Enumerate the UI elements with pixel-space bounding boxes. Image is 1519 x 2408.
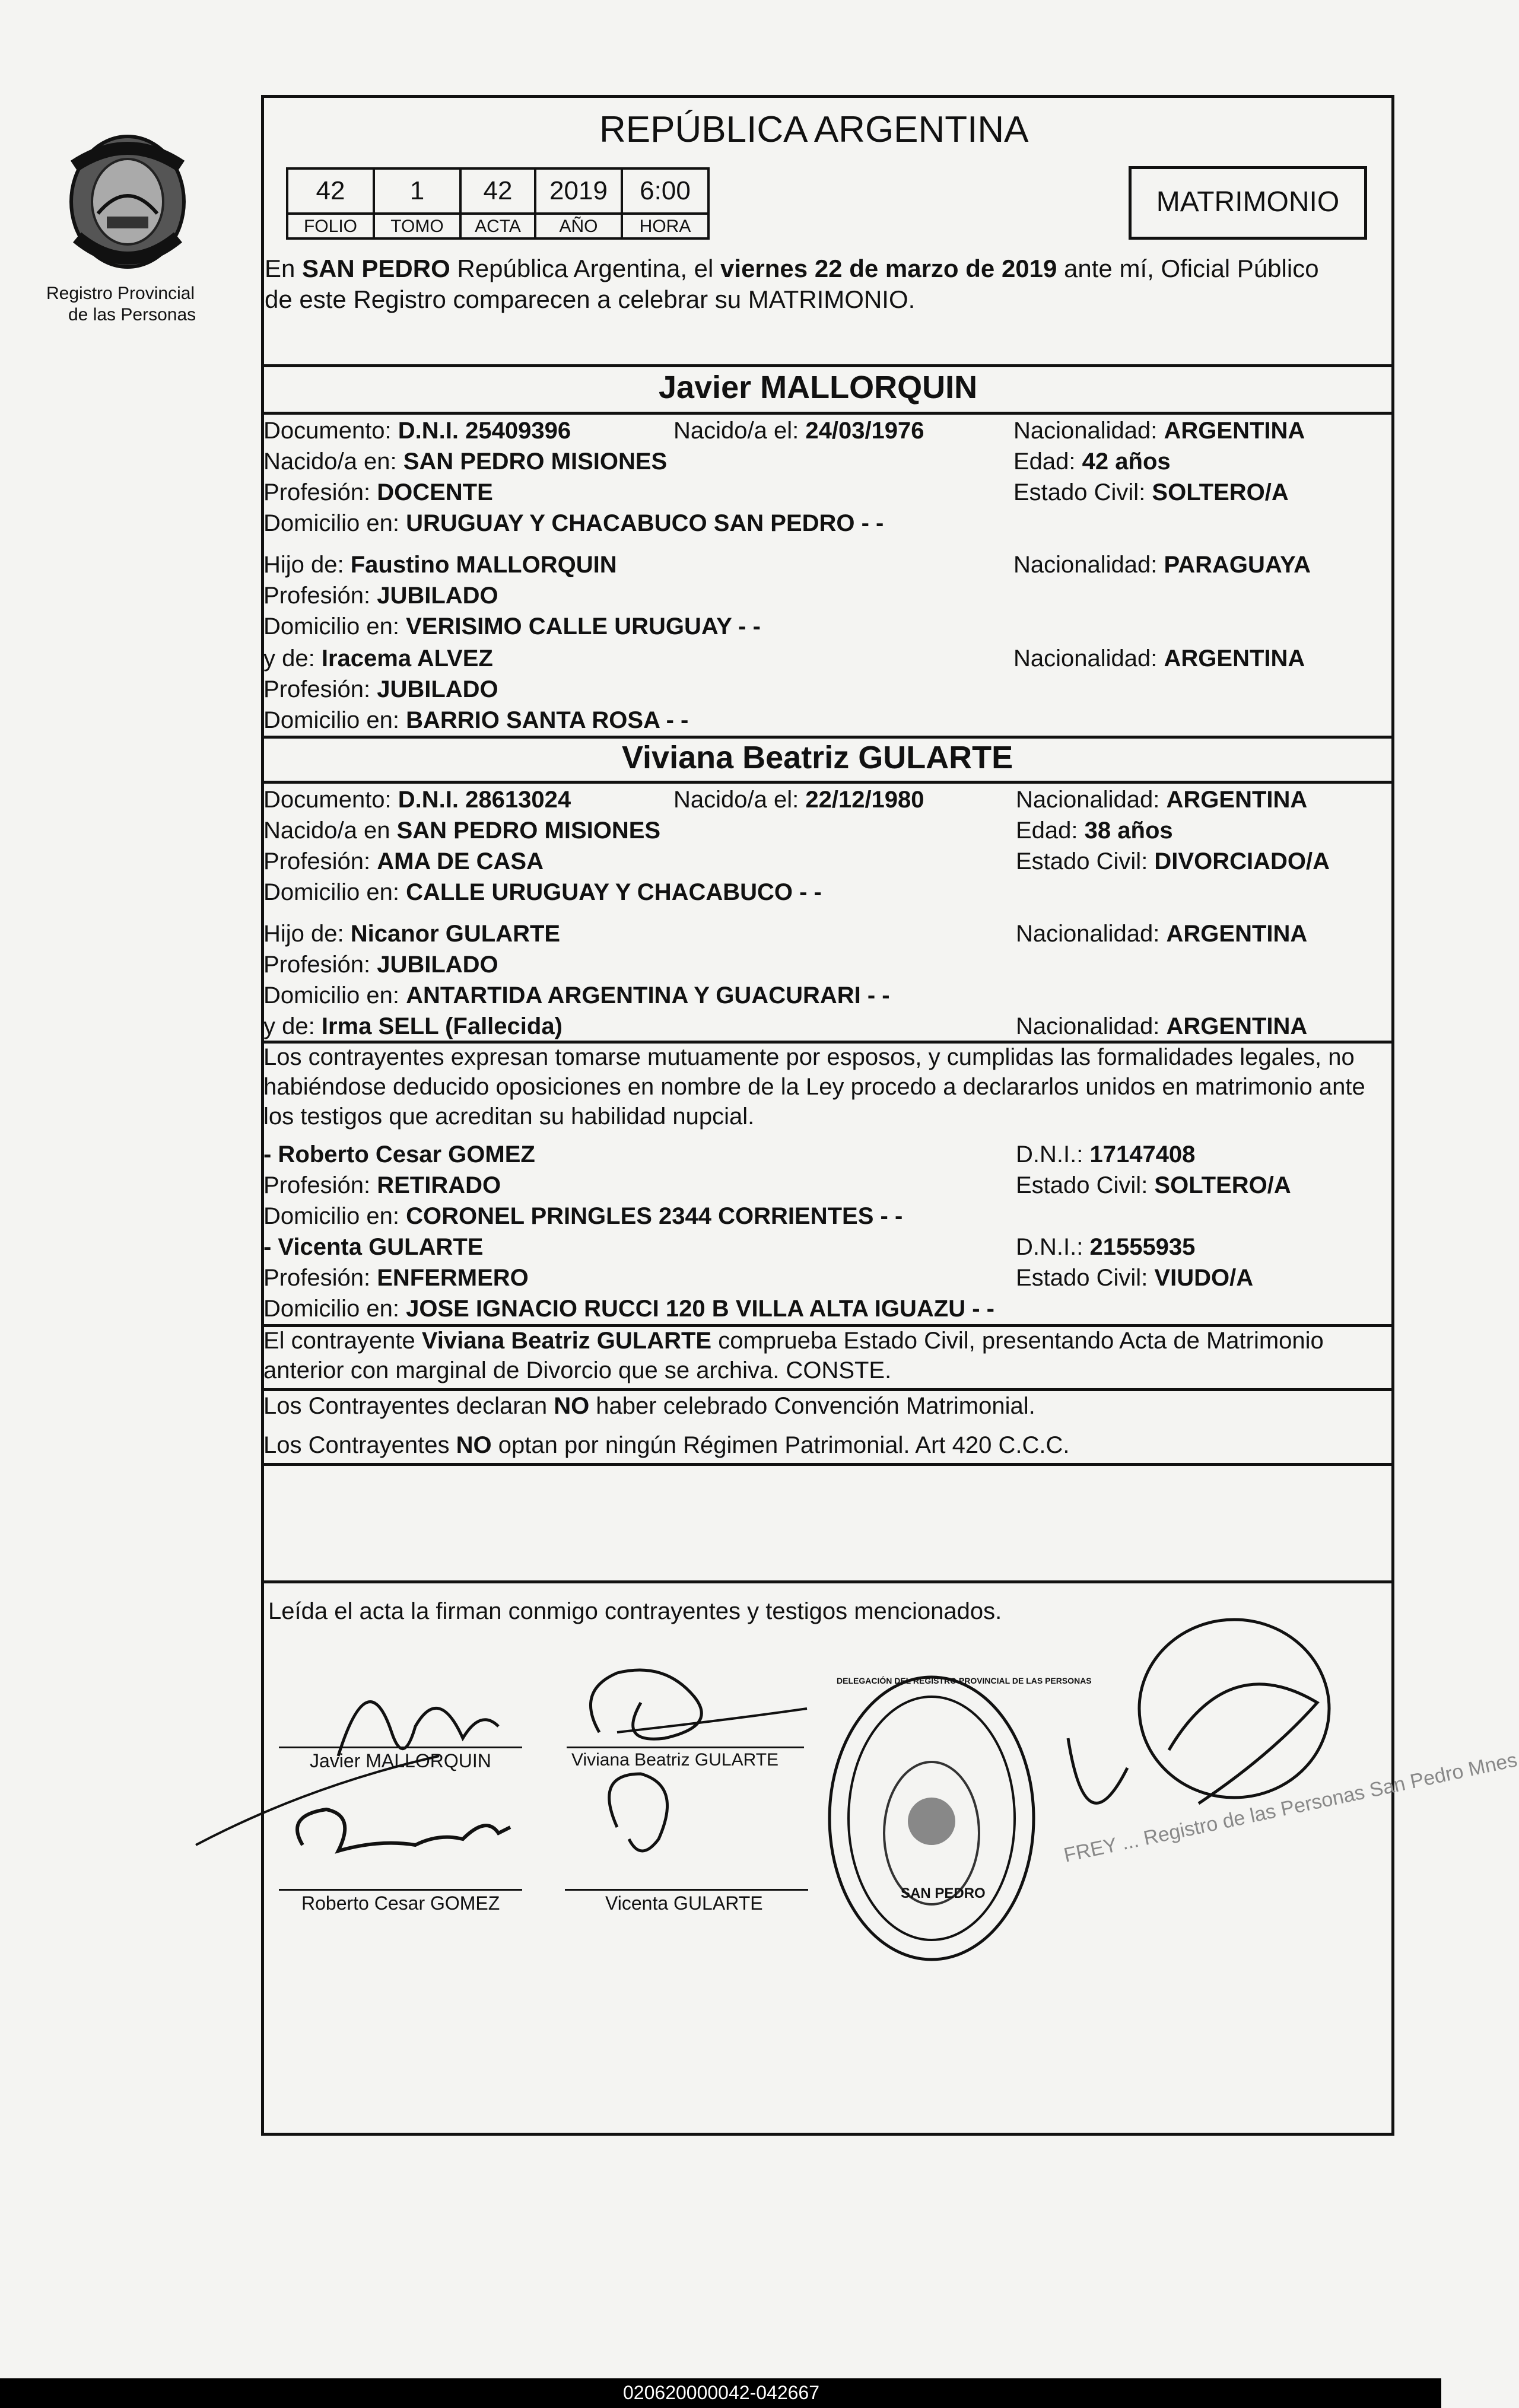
bride-address: Domicilio en: CALLE URUGUAY Y CHACABUCO - - (263, 879, 822, 905)
bride-mother: y de: Irma SELL (Fallecida) (263, 1013, 563, 1039)
bride-profession: Profesión: AMA DE CASA (263, 848, 544, 874)
divider (261, 1463, 1394, 1466)
groom-nationality: Nacionalidad: ARGENTINA (1013, 418, 1305, 444)
bride-birthplace: Nacido/a en SAN PEDRO MISIONES (263, 817, 661, 844)
groom-address: Domicilio en: URUGUAY Y CHACABUCO SAN PEDRO - - (263, 510, 884, 536)
hora-label: HORA (621, 212, 710, 240)
bride-father-nationality: Nacionalidad: ARGENTINA (1016, 921, 1308, 947)
bride-birthdate: Nacido/a el: 22/12/1980 (673, 787, 924, 813)
doc-type-box (1129, 166, 1367, 240)
groom-profession: Profesión: DOCENTE (263, 479, 493, 505)
divider (261, 412, 1394, 415)
signature-line (279, 1747, 522, 1748)
witness-1-profession: Profesión: RETIRADO (263, 1172, 501, 1198)
acta-value: 42 (459, 167, 536, 215)
hora-value: 6:00 (621, 167, 710, 215)
seal-outer-text: DELEGACIÓN DEL REGISTRO PROVINCIAL DE LAS PERSONAS (837, 1676, 1092, 1685)
signature-witness1-name: Roberto Cesar GOMEZ (301, 1892, 500, 1914)
groom-civil-status: Estado Civil: SOLTERO/A (1013, 479, 1289, 505)
anio-label: AÑO (534, 212, 623, 240)
civil-status-note-line-2: anterior con marginal de Divorcio que se archiva. CONSTE. (263, 1357, 892, 1383)
divider (261, 781, 1394, 784)
doc-type-label: MATRIMONIO (1156, 186, 1340, 218)
groom-father-address: Domicilio en: VERISIMO CALLE URUGUAY - - (263, 613, 761, 640)
groom-mother-address: Domicilio en: BARRIO SANTA ROSA - - (263, 707, 689, 733)
divider (261, 1041, 1394, 1044)
intro-line-2: de este Registro comparecen a celebrar su MATRIMONIO. (265, 285, 916, 313)
signature-witness2-name: Vicenta GULARTE (605, 1892, 763, 1914)
patrimonial-regime-line: Los Contrayentes NO optan por ningún Régimen Patrimonial. Art 420 C.C.C. (263, 1432, 1070, 1458)
witness-2-name: - Vicenta GULARTE (263, 1234, 484, 1260)
official-stamp-text: FREY ... Registro de las Personas San Pedro Mnes (1062, 1748, 1519, 1867)
signature-statement: Leída el acta la firman conmigo contrayentes y testigos mencionados. (268, 1598, 1002, 1624)
bride-father: Hijo de: Nicanor GULARTE (263, 921, 561, 947)
declaration-line-1: Los contrayentes expresan tomarse mutuamente por esposos, y cumplidas las formalidades legales, no (263, 1044, 1355, 1070)
registry-name-line2: de las Personas (68, 305, 196, 325)
bride-father-profession: Profesión: JUBILADO (263, 952, 498, 978)
witness-1-address: Domicilio en: CORONEL PRINGLES 2344 CORRIENTES - - (263, 1203, 903, 1229)
tomo-label: TOMO (373, 212, 462, 240)
seal-inner-text: SAN PEDRO (901, 1885, 986, 1901)
civil-status-note-line-1: El contrayente Viviana Beatriz GULARTE comprueba Estado Civil, presentando Acta de Matrimonio (263, 1328, 1324, 1354)
groom-document: Documento: D.N.I. 25409396 (263, 418, 571, 444)
witness-2-civil-status: Estado Civil: VIUDO/A (1016, 1265, 1254, 1291)
witness-1-name: - Roberto Cesar GOMEZ (263, 1141, 535, 1168)
witness-2-address: Domicilio en: JOSE IGNACIO RUCCI 120 B VILLA ALTA IGUAZU - - (263, 1296, 994, 1322)
divider (261, 364, 1394, 367)
intro-line-1: En SAN PEDRO República Argentina, el viernes 22 de marzo de 2019 ante mí, Oficial Público (265, 255, 1319, 282)
groom-name: Javier MALLORQUIN (659, 370, 978, 405)
folio-label: FOLIO (286, 212, 375, 240)
groom-age: Edad: 42 años (1013, 448, 1171, 475)
country-title: REPÚBLICA ARGENTINA (599, 109, 1029, 150)
registry-emblem (42, 119, 214, 285)
folio-value: 42 (286, 167, 375, 215)
groom-mother: y de: Iracema ALVEZ (263, 645, 493, 672)
bride-document: Documento: D.N.I. 28613024 (263, 787, 571, 813)
groom-mother-nationality: Nacionalidad: ARGENTINA (1013, 645, 1305, 672)
groom-father-nationality: Nacionalidad: PARAGUAYA (1013, 552, 1311, 578)
witness-1-civil-status: Estado Civil: SOLTERO/A (1016, 1172, 1291, 1198)
divider (261, 736, 1394, 739)
bride-name: Viviana Beatriz GULARTE (622, 740, 1013, 775)
tomo-value: 1 (373, 167, 462, 215)
bride-nationality: Nacionalidad: ARGENTINA (1016, 787, 1308, 813)
witness-1-dni: D.N.I.: 17147408 (1016, 1141, 1196, 1168)
bride-age: Edad: 38 años (1016, 817, 1173, 844)
convention-line: Los Contrayentes declaran NO haber celebrado Convención Matrimonial. (263, 1393, 1035, 1419)
divider (261, 1580, 1394, 1583)
signature-line (565, 1889, 808, 1891)
witness-2-dni: D.N.I.: 21555935 (1016, 1234, 1196, 1260)
bride-mother-nationality: Nacionalidad: ARGENTINA (1016, 1013, 1308, 1039)
divider (261, 1324, 1394, 1327)
signature-line (567, 1747, 804, 1748)
signature-line (279, 1889, 522, 1891)
witness-2-profession: Profesión: ENFERMERO (263, 1265, 529, 1291)
signature-bride-name: Viviana Beatriz GULARTE (571, 1750, 779, 1770)
registry-name-line1: Registro Provincial (46, 284, 195, 303)
bride-father-address: Domicilio en: ANTARTIDA ARGENTINA Y GUACURARI - - (263, 982, 890, 1009)
signature-groom-name: Javier MALLORQUIN (310, 1750, 491, 1771)
delegation-seal (825, 1673, 1092, 1964)
declaration-line-3: los testigos que acreditan su habilidad nupcial. (263, 1103, 755, 1130)
groom-birthdate: Nacido/a el: 24/03/1976 (673, 418, 924, 444)
groom-mother-profession: Profesión: JUBILADO (263, 676, 498, 702)
signature-scribbles (190, 1637, 1353, 1970)
groom-father: Hijo de: Faustino MALLORQUIN (263, 552, 617, 578)
divider (261, 1388, 1394, 1391)
bride-civil-status: Estado Civil: DIVORCIADO/A (1016, 848, 1330, 874)
groom-birthplace: Nacido/a en: SAN PEDRO MISIONES (263, 448, 668, 475)
declaration-line-2: habiéndose deducido oposiciones en nombre de la Ley procedo a declararlos unidos en matrimonio ante (263, 1074, 1365, 1100)
footer-code: 020620000042-042667 (623, 2382, 819, 2403)
anio-value: 2019 (534, 167, 623, 215)
groom-father-profession: Profesión: JUBILADO (263, 583, 498, 609)
acta-label: ACTA (459, 212, 536, 240)
